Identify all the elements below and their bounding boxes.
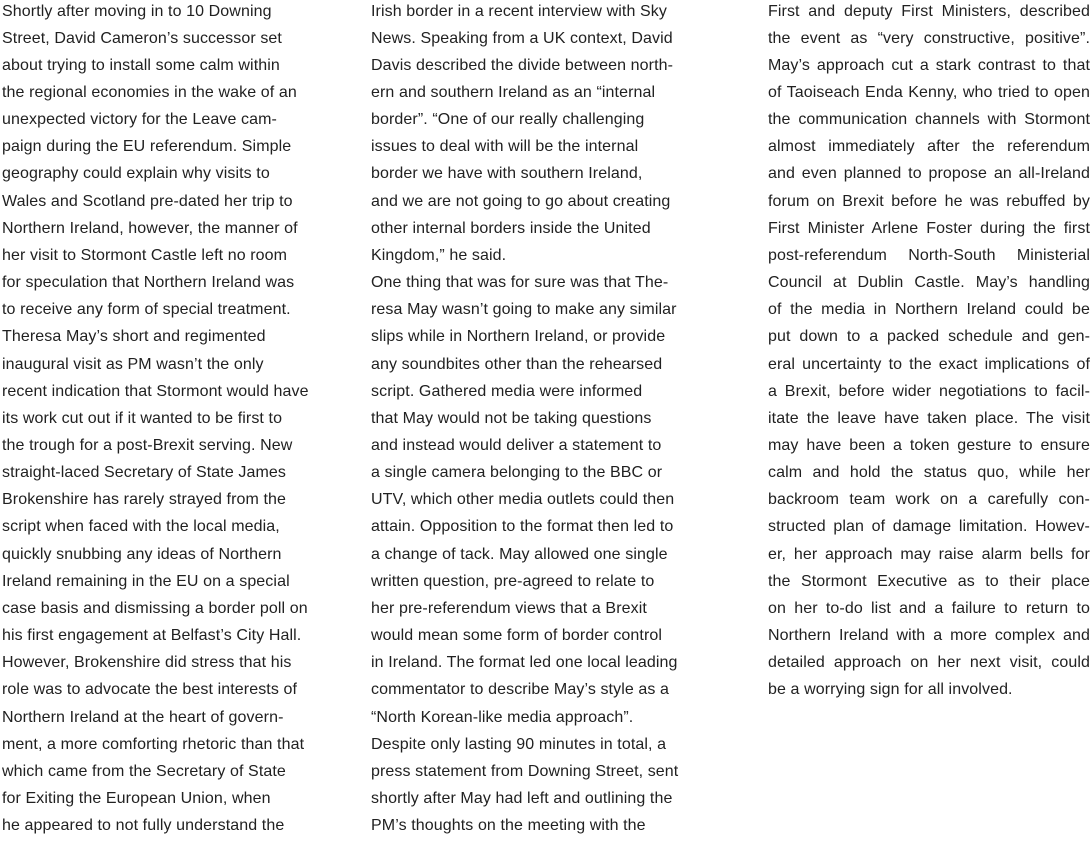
text-line: paign during the EU referendum. Simple xyxy=(2,138,292,156)
text-line: ern and southern Ireland as an “internal xyxy=(371,83,656,101)
text-line: any soundbites other than the rehearsed xyxy=(371,355,663,373)
text-line: First Minister Arlene Foster during the first xyxy=(768,219,1090,237)
text-line: the trough for a post-Brexit serving. New xyxy=(2,437,293,454)
text-line: backroom team work on a carefully con- xyxy=(768,491,1090,509)
article-column-2 xyxy=(371,0,711,839)
text-line: role was to advocate the best interests of xyxy=(2,681,298,699)
text-line: Davis described the divide between north- xyxy=(371,56,674,74)
text-line: that May would not be taking questions xyxy=(371,409,652,427)
text-line: Brokenshire has rarely strayed from the xyxy=(2,491,287,509)
text-line: in Ireland. The format led one local leading xyxy=(371,654,678,672)
text-line: Northern Ireland, however, the manner of xyxy=(2,219,298,237)
text-line: Irish border in a recent interview with Sky xyxy=(371,2,667,20)
text-line: Despite only lasting 90 minutes in total, a xyxy=(371,735,667,753)
text-line: Street, David Cameron’s successor set xyxy=(2,29,282,47)
text-line: commentator to describe May’s style as a xyxy=(371,681,670,699)
text-line: One thing that was for sure was that The- xyxy=(371,274,669,292)
text-line: border we have with southern Ireland, xyxy=(371,165,643,183)
article-column-3 xyxy=(768,0,1090,704)
text-line: First and deputy First Ministers, described xyxy=(768,2,1090,20)
text-line: be a worrying sign for all involved. xyxy=(768,681,1013,699)
text-line: Ireland remaining in the EU on a special xyxy=(2,572,290,590)
text-line: News. Speaking from a UK context, David xyxy=(371,29,673,47)
text-line: would mean some form of border control xyxy=(371,627,663,645)
text-line: case basis and dismissing a border poll on xyxy=(2,599,308,617)
text-line: forum on Brexit before he was rebuffed by xyxy=(768,192,1090,210)
text-line: issues to deal with will be the internal xyxy=(371,138,639,156)
text-line: Shortly after moving in to 10 Downing xyxy=(2,2,272,20)
text-line: on her to-do list and a failure to return to xyxy=(768,599,1090,617)
text-line: which came from the Secretary of State xyxy=(2,762,286,780)
text-line: attain. Opposition to the format then led to xyxy=(371,518,674,536)
text-line: a Brexit, before wider negotiations to facil- xyxy=(768,382,1090,400)
text-line: post-referendum North-South Ministerial xyxy=(768,246,1090,264)
text-line: he appeared to not fully understand the xyxy=(2,817,285,835)
text-line: “North Korean-like media approach”. xyxy=(371,708,634,726)
text-line: Northern Ireland with a more complex and xyxy=(768,627,1090,645)
text-line: ment, a more comforting rhetoric than that xyxy=(2,735,305,753)
text-line: However, Brokenshire did stress that his xyxy=(2,654,292,672)
text-line: its work cut out if it wanted to be first to xyxy=(2,409,283,427)
text-line: May’s approach cut a stark contrast to that xyxy=(768,56,1090,74)
text-line: resa May wasn’t going to make any similar xyxy=(371,301,677,319)
text-line: put down to a packed schedule and gen- xyxy=(768,328,1090,346)
text-line: inaugural visit as PM wasn’t the only xyxy=(2,355,264,373)
text-line: Wales and Scotland pre-dated her trip to xyxy=(2,192,293,210)
text-line: the Stormont Executive as to their place xyxy=(768,572,1090,590)
text-line: slips while in Northern Ireland, or provide xyxy=(371,328,666,346)
text-line: Theresa May’s short and regimented xyxy=(2,328,266,346)
text-line: calm and hold the status quo, while her xyxy=(768,464,1090,482)
text-line: her visit to Stormont Castle left no room xyxy=(2,246,288,264)
text-line: and instead would deliver a statement to xyxy=(371,437,662,454)
text-line: unexpected victory for the Leave cam- xyxy=(2,111,277,129)
text-line: the regional economies in the wake of an xyxy=(2,83,297,101)
text-line: written question, pre-agreed to relate to xyxy=(371,572,655,590)
text-line: Kingdom,” he said. xyxy=(371,246,507,264)
text-line: a change of tack. May allowed one single xyxy=(371,545,668,563)
text-line: PM’s thoughts on the meeting with the xyxy=(371,817,646,835)
text-line: of Taoiseach Enda Kenny, who tried to open xyxy=(768,83,1090,101)
text-line: and we are not going to go about creating xyxy=(371,192,671,210)
text-line: other internal borders inside the United xyxy=(371,219,651,237)
text-line: for Exiting the European Union, when xyxy=(2,790,271,808)
text-line: shortly after May had left and outlining the xyxy=(371,790,673,808)
text-line: script when faced with the local media, xyxy=(2,518,280,536)
text-line: about trying to install some calm within xyxy=(2,56,280,74)
text-line: script. Gathered media were informed xyxy=(371,382,643,400)
text-line: quickly snubbing any ideas of Northern xyxy=(2,545,282,563)
text-line: and even planned to propose an all-Ireland xyxy=(768,165,1090,183)
text-line: straight-laced Secretary of State James xyxy=(2,464,287,482)
text-line: recent indication that Stormont would have xyxy=(2,382,309,400)
text-line: his first engagement at Belfast’s City Hall. xyxy=(2,627,302,645)
text-line: may have been a token gesture to ensure xyxy=(768,437,1090,454)
text-line: eral uncertainty to the exact implications of xyxy=(768,355,1090,373)
text-line: the communication channels with Stormont xyxy=(768,111,1090,129)
text-line: border”. “One of our really challenging xyxy=(371,111,645,129)
article-column-1 xyxy=(2,0,342,839)
text-line: structed plan of damage limitation. Howev- xyxy=(768,518,1090,536)
text-line: UTV, which other media outlets could then xyxy=(371,491,675,509)
text-line: of the media in Northern Ireland could be xyxy=(768,301,1090,319)
text-line: her pre-referendum views that a Brexit xyxy=(371,599,647,617)
text-line: geography could explain why visits to xyxy=(2,165,270,183)
text-line: almost immediately after the referendum xyxy=(768,138,1090,156)
text-line: the event as “very constructive, positive”. xyxy=(768,29,1090,47)
text-line: press statement from Downing Street, sent xyxy=(371,762,679,780)
text-line: er, her approach may raise alarm bells for xyxy=(768,545,1090,563)
text-line: to receive any form of special treatment. xyxy=(2,301,291,319)
text-line: Northern Ireland at the heart of govern- xyxy=(2,708,284,726)
text-line: Council at Dublin Castle. May’s handling xyxy=(768,274,1090,292)
text-line: itate the leave have taken place. The visit xyxy=(768,409,1090,427)
text-line: for speculation that Northern Ireland was xyxy=(2,274,295,292)
text-line: a single camera belonging to the BBC or xyxy=(371,464,663,482)
text-line: detailed approach on her next visit, could xyxy=(768,654,1090,672)
